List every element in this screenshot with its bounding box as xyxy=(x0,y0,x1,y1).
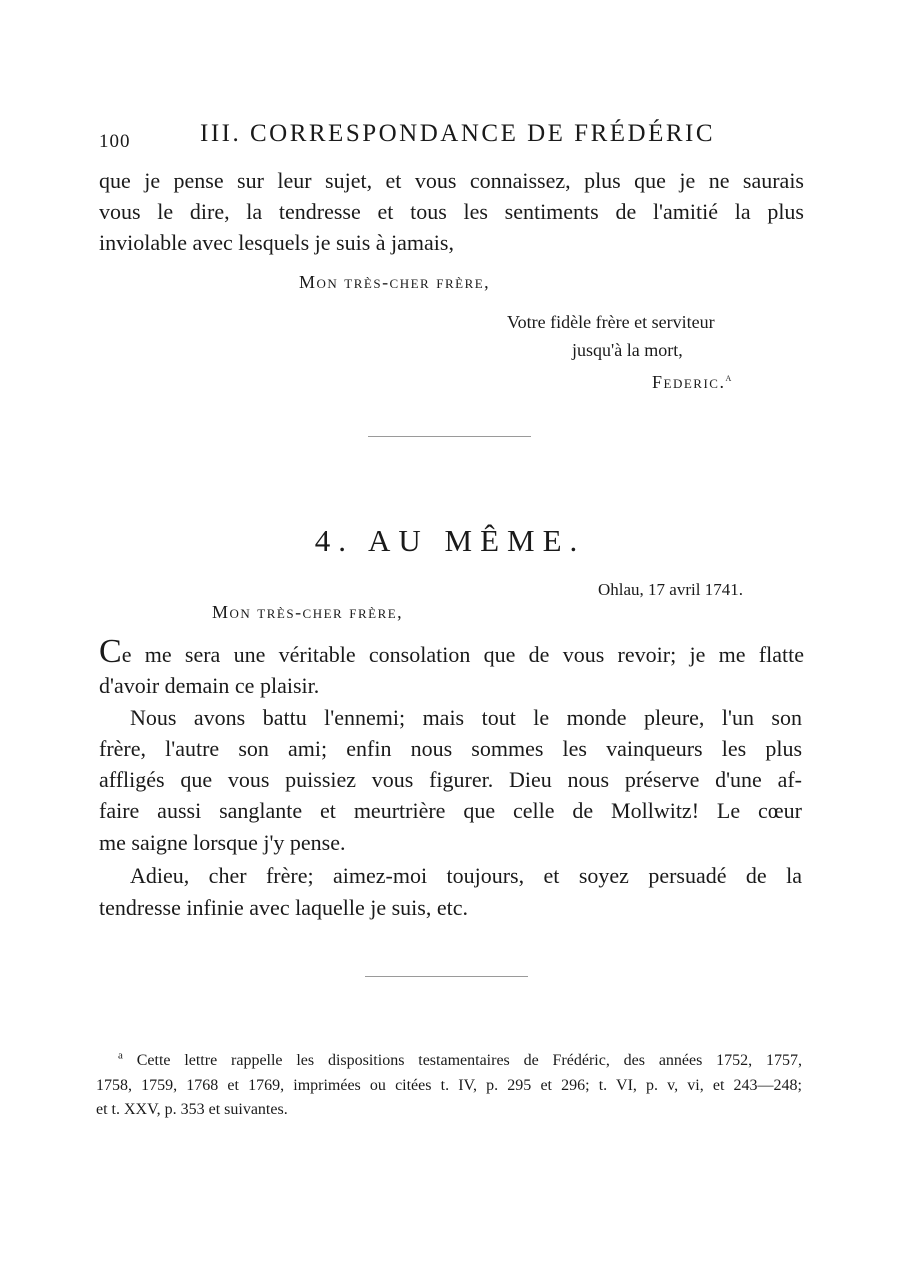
letter4-p2-line-3: affligés que vous puissiez vous figurer. Dieu nous préserve d'une af- xyxy=(99,767,802,792)
letter4-p3-line-1: Adieu, cher frère; aimez-moi toujours, et soyez persuadé de la xyxy=(130,863,802,888)
footnote-marker: a xyxy=(118,1049,123,1062)
letter3-salutation: Mon très-cher frère, xyxy=(299,272,491,292)
section-divider-2 xyxy=(365,976,528,977)
p1-line-1-text: e me sera une véritable consolation que de vous revoir; je me flatte xyxy=(121,642,804,667)
section-divider-1 xyxy=(368,436,531,437)
letter3-line-3: inviolable avec lesquels je suis à jamais, xyxy=(99,230,454,255)
letter3-closing-line-2: jusqu'à la mort, xyxy=(572,340,683,360)
letter3-line-2: vous le dire, la tendresse et tous les sentiments de l'amitié la plus xyxy=(99,199,804,224)
running-title: III. CORRESPONDANCE DE FRÉDÉRIC xyxy=(200,120,716,147)
letter4-p2-line-1: Nous avons battu l'ennemi; mais tout le monde pleure, l'un son xyxy=(130,705,802,730)
letter3-signature xyxy=(652,372,733,393)
letter4-p2-line-2: frère, l'autre son ami; enfin nous sommes les vainqueurs les plus xyxy=(99,736,802,761)
drop-cap: C xyxy=(99,633,122,670)
letter3-closing-line-1: Votre fidèle frère et serviteur xyxy=(507,312,715,332)
letter3-line-1: que je pense sur leur sujet, et vous connaissez, plus que je ne saurais xyxy=(99,168,804,193)
letter4-p1-line-2: d'avoir demain ce plaisir. xyxy=(99,673,320,698)
page-number: 100 xyxy=(99,131,131,152)
letter4-p2-line-5: me saigne lorsque j'y pense. xyxy=(99,830,346,855)
footnote-line-1 xyxy=(118,1049,802,1073)
letter4-heading: 4. AU MÊME. xyxy=(314,523,586,558)
footnote-line-2: 1758, 1759, 1768 et 1769, imprimées ou citées t. IV, p. 295 et 296; t. VI, p. v, vi, et 243—248; xyxy=(96,1077,802,1094)
signature-text: Federic. xyxy=(652,372,726,392)
letter4-dateline: Ohlau, 17 avril 1741. xyxy=(598,580,743,599)
letter4-p3-line-2: tendresse infinie avec laquelle je suis, etc. xyxy=(99,895,468,920)
footnote-line-1-text: Cette lettre rappelle les dispositions testamentaires de Frédéric, des années 1752, 1757, xyxy=(136,1052,802,1069)
letter4-salutation: Mon très-cher frère, xyxy=(212,602,404,622)
footnote-line-3: et t. XXV, p. 353 et suivantes. xyxy=(96,1101,288,1118)
letter4-p2-line-4: faire aussi sanglante et meurtrière que celle de Mollwitz! Le cœur xyxy=(99,798,802,823)
footnote-ref: a xyxy=(725,372,733,384)
letter4-p1-line-1 xyxy=(99,633,804,670)
